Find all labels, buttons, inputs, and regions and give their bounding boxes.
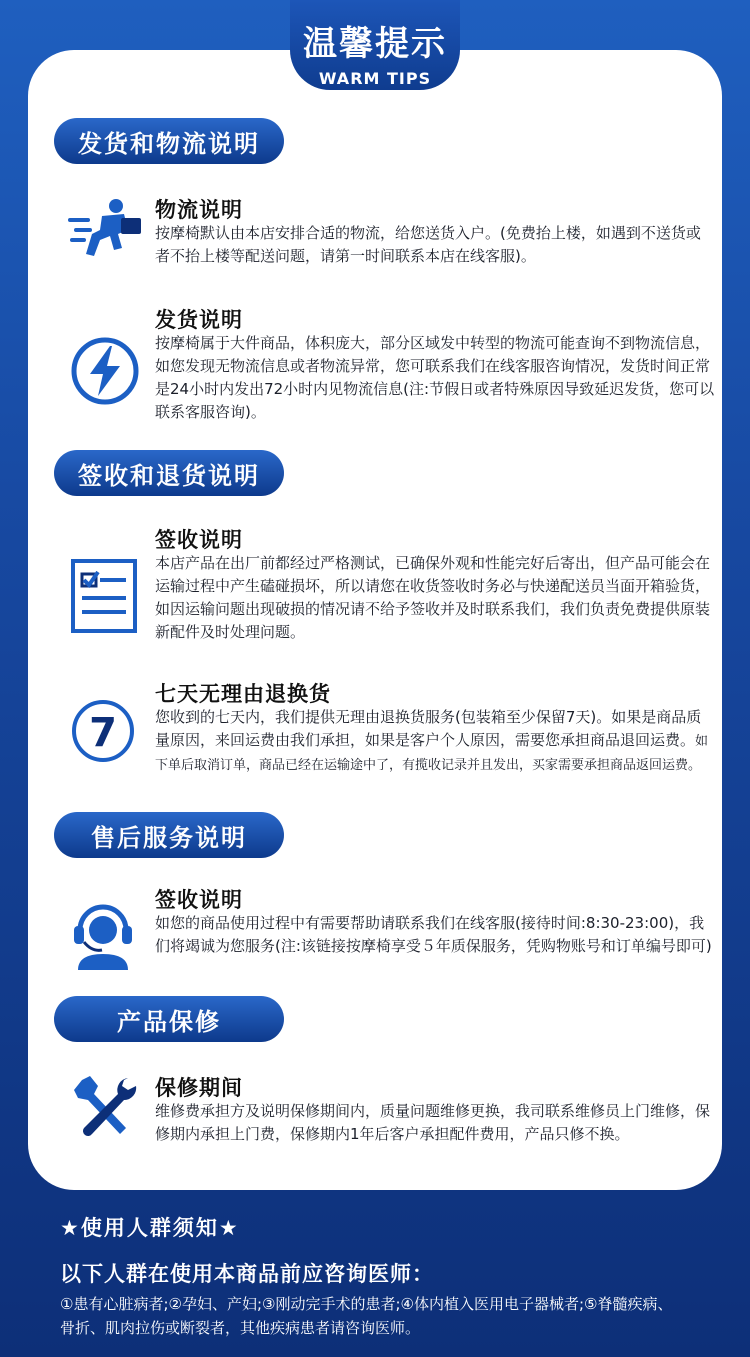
dispatch-text: 按摩椅属于大件商品，体积庞大，部分区域发中转型的物流可能查询不到物流信息，如您发现无物流信息或者物流异常，您可联系我们在线客服咨询情况，发货时间正常是24小时内发出72小时内见物流信息(注:节假日或者特殊原因导致延迟发货，您可以联系客服咨询)。: [155, 334, 715, 421]
section-pill-shipping: 发货和物流说明: [54, 118, 284, 164]
warranty-text: 维修费承担方及说明保修期间内，质量问题维修更换，我司联系维修员上门维修，保修期内承担上门费，保修期内1年后客户承担配件费用，产品只修不换。: [155, 1102, 711, 1143]
section-pill-aftersale: 售后服务说明: [54, 812, 284, 858]
aftersale-text: 如您的商品使用过程中有需要帮助请联系我们在线客服(接待时间:8:30-23:00)，我们将竭诚为您服务(注:该链接按摩椅享受５年质保服务，凭购物账号和订单编号即可): [155, 914, 712, 955]
sign-title: 签收说明: [155, 528, 243, 552]
user-notice-text: ①患有心脏病者;②孕妇、产妇;③刚动完手术的患者;④体内植入医用电子器械者;⑤脊髓疾病、骨折、肌肉拉伤或断裂者，其他疾病患者请咨询医师。: [60, 1295, 673, 1337]
return-text-main: 您收到的七天内，我们提供无理由退换货服务(包装箱至少保留7天)。如果是商品质量原因，来回运费由我们承担，如果是客户个人原因，需要您承担商品退回运费。: [155, 708, 702, 749]
section-pill-receipt: 签收和退货说明: [54, 450, 284, 496]
seven-days-icon: [70, 698, 136, 764]
return-text: [155, 706, 715, 777]
warranty-title: 保修期间: [155, 1076, 243, 1100]
lightning-bolt-icon: [70, 336, 140, 406]
section-pill-warranty: 产品保修: [54, 996, 284, 1042]
repair-tools-icon: [70, 1072, 140, 1142]
logistics-text: 按摩椅默认由本店安排合适的物流，给您送货入户。(免费抬上楼，如遇到不送货或者不抬上楼等配送问题，请第一时间联系本店在线客服)。: [155, 224, 701, 265]
customer-service-icon: [70, 896, 136, 972]
return-text-small: 如下单后取消订单，商品已经在运输途中了，有揽收记录并且发出，买家需要承担商品返回运费。: [155, 734, 709, 773]
checklist-form-icon: [70, 558, 138, 634]
sign-text: 本店产品在出厂前都经过严格测试，已确保外观和性能完好后寄出，但产品可能会在运输过程中产生磕碰损坏，所以请您在收货签收时务必与快递配送员当面开箱验货，如因运输问题出现破损的情况请不给予签收并及时联系我们，我们负责免费提供原装新配件及时处理问题。: [155, 554, 711, 641]
header-subtitle: WARM TIPS: [318, 69, 432, 88]
seven-days-number: 7: [89, 710, 117, 756]
user-notice-title: ★使用人群须知★: [60, 1216, 240, 1240]
aftersale-title: 签收说明: [155, 888, 243, 912]
logistics-title: 物流说明: [155, 198, 243, 222]
header-badge: [290, 0, 460, 90]
dispatch-title: 发货说明: [155, 308, 243, 332]
running-delivery-icon: [66, 196, 146, 266]
header-title: 温馨提示: [303, 24, 447, 64]
user-notice-subtitle: 以下人群在使用本商品前应咨询医师：: [60, 1262, 434, 1286]
return-title: 七天无理由退换货: [155, 682, 331, 706]
